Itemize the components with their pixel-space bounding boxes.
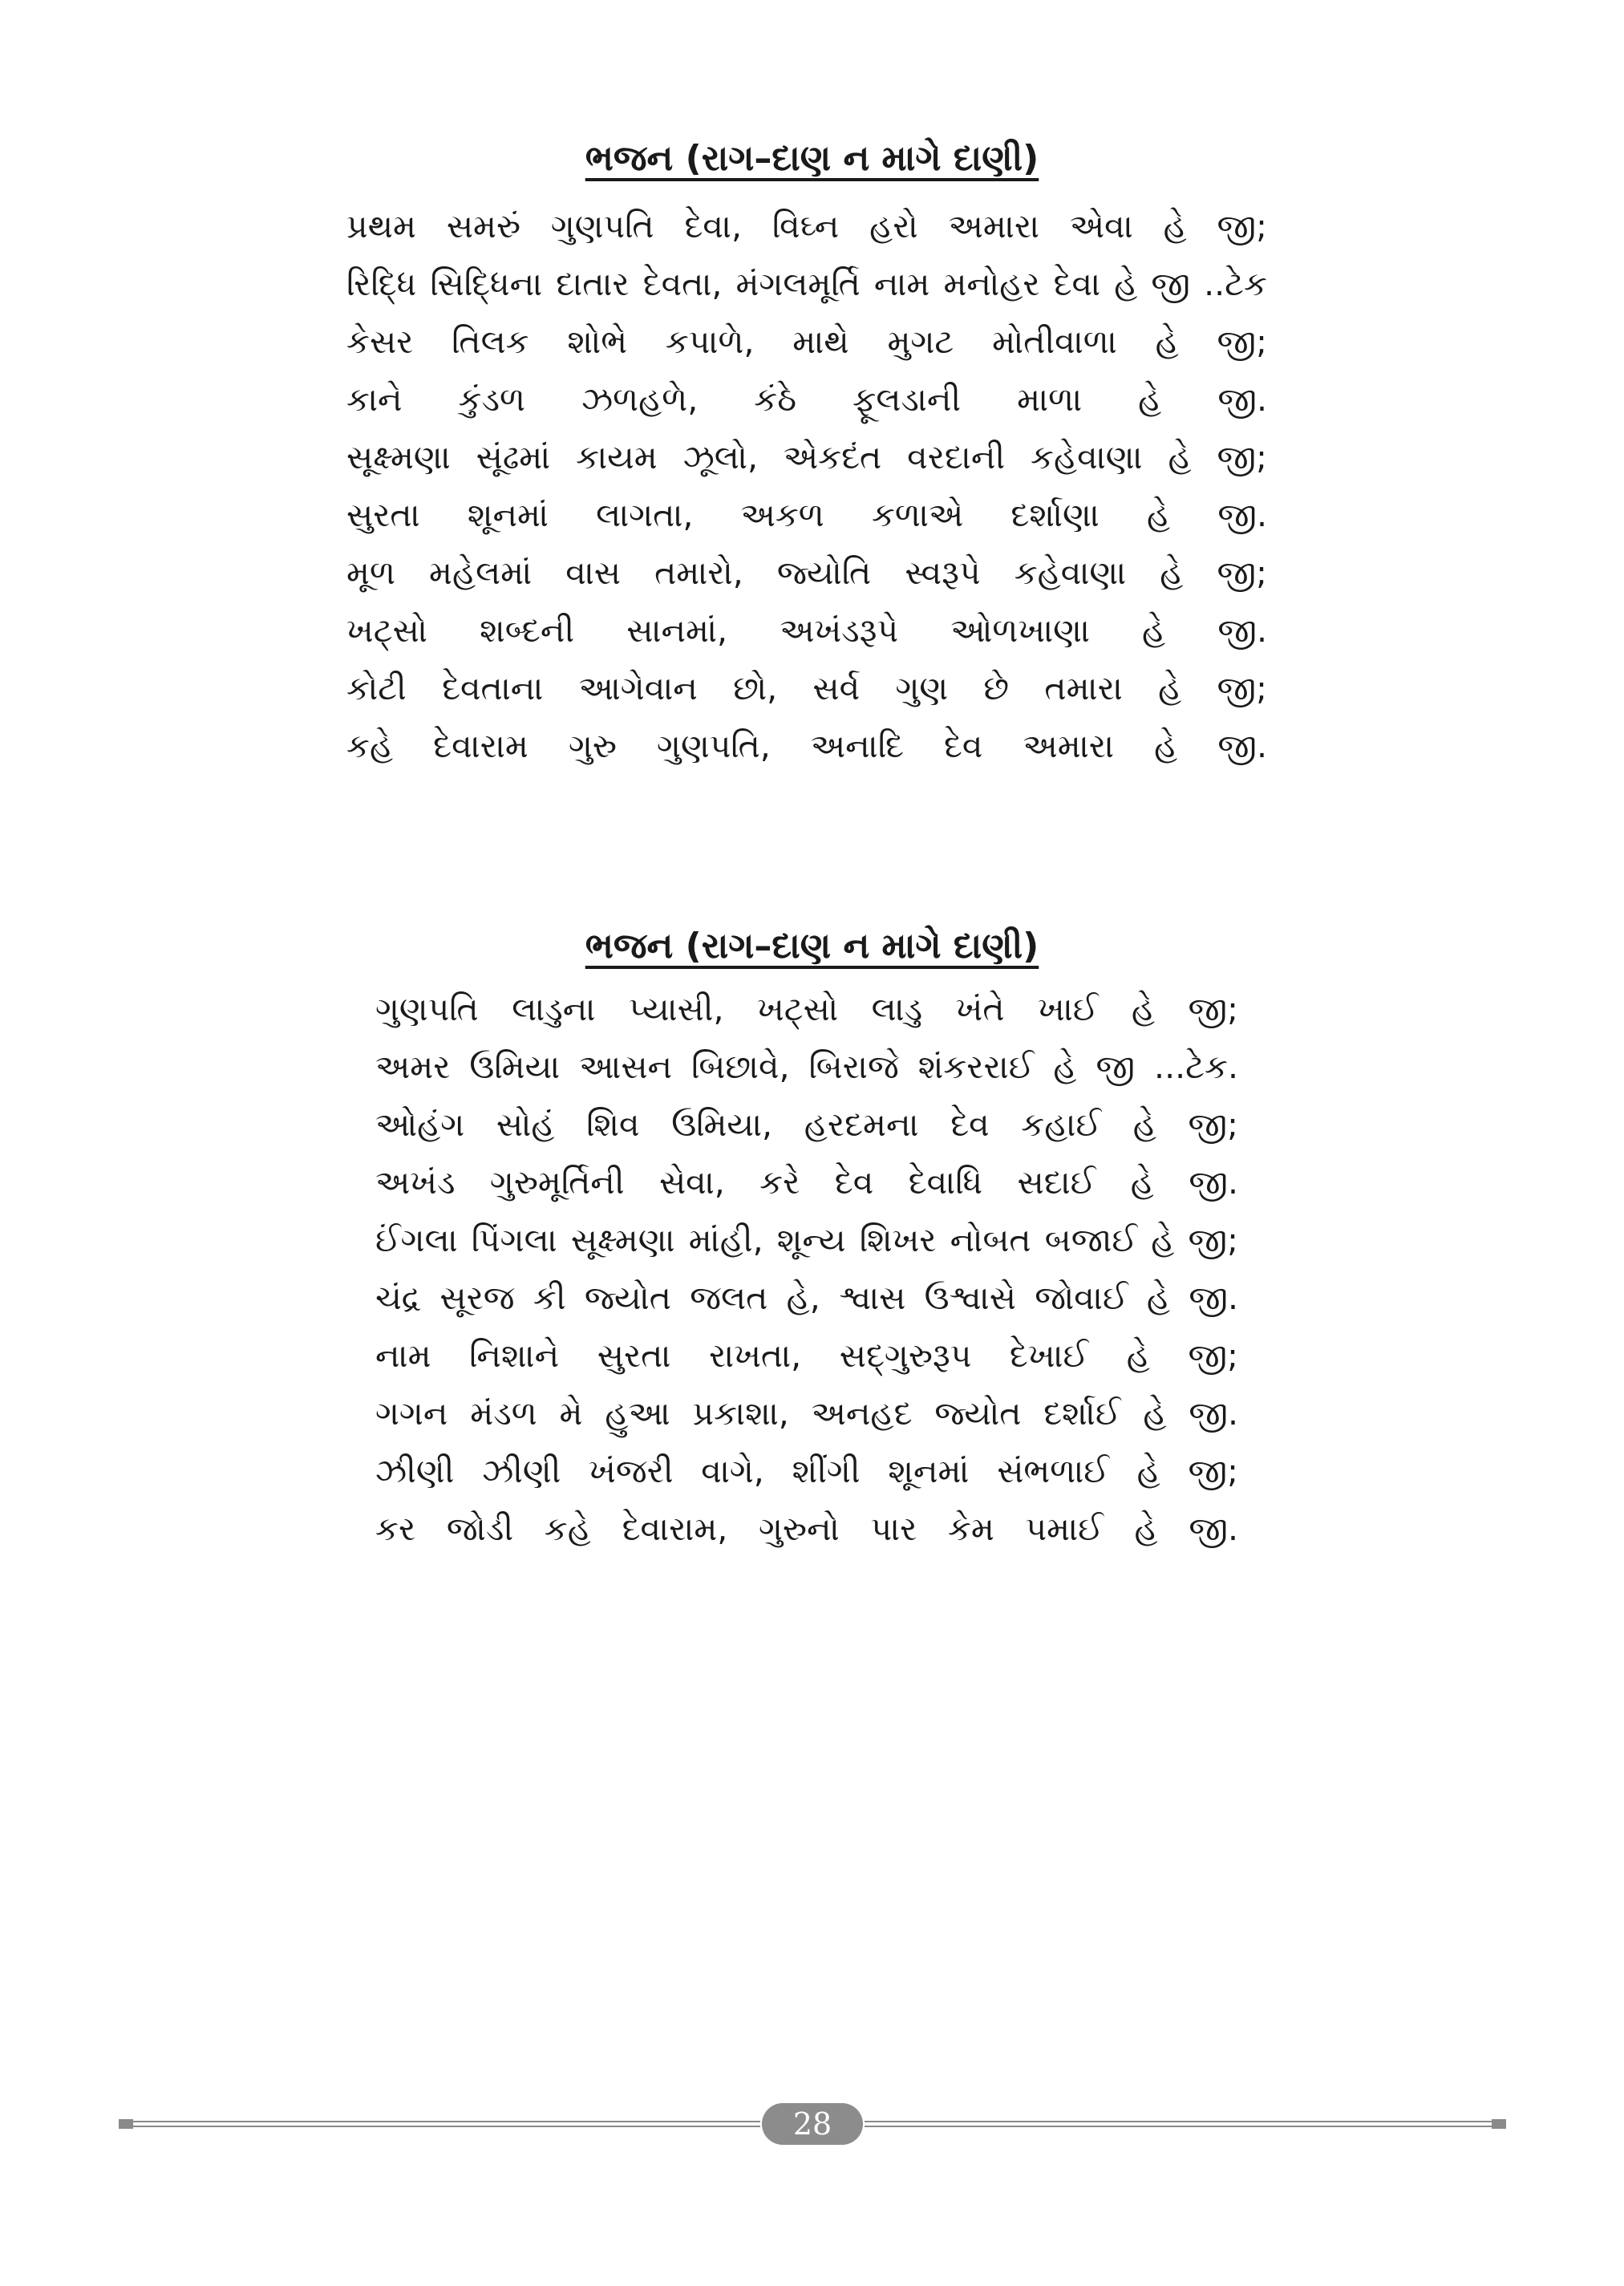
rule-line — [865, 2121, 1492, 2122]
footer-rule-right — [865, 2119, 1506, 2129]
verse-line: ખટ્સો શબ્દની સાનમાં, અખંડરૂપે ઓળખાણા હે જી. — [346, 611, 1267, 650]
rule-line — [865, 2126, 1492, 2127]
footer-rule-left — [119, 2119, 760, 2129]
verse-line: ગગન મંડળ મે હુઆ પ્રકાશા, અનહદ જ્યોત દર્શાઈ હે જી. — [375, 1394, 1238, 1433]
verse-line: ઈંગલા પિંગલા સૂક્ષ્મણા માંહી, શૂન્ય શિખર નોબત બજાઈ હે જી; — [375, 1221, 1238, 1259]
page-footer — [0, 2102, 1624, 2150]
verse-line: કાને કુંડળ ઝળહળે, કંઠે ફૂલડાની માળા હે જી. — [346, 380, 1267, 419]
verse-line: નામ નિશાને સુરતા રાખતા, સદ્ગુરુરૂપ દેખાઈ હે જી; — [375, 1336, 1238, 1375]
verse-line: ગુણપતિ લાડુના પ્યાસી, ખટ્સો લાડુ ખંતે ખાઈ હે જી; — [375, 990, 1238, 1028]
verse-line: ચંદ્ર સૂરજ કી જ્યોત જલત હે, શ્વાસ ઉશ્વાસે જોવાઈ હે જી. — [375, 1279, 1238, 1317]
section-2-verse — [375, 980, 1238, 1558]
rule-line — [133, 2121, 760, 2122]
verse-line: પ્રથમ સમરું ગુણપતિ દેવા, વિઘ્ન હરો અમારા એવા હે જી; — [346, 207, 1267, 245]
section-1-heading: ભજન (રાગ–દાણ ન માગે દાણી) — [585, 138, 1039, 179]
verse-line: રિદ્ધિ સિદ્ધિના દાતાર દેવતા, મંગલમૂર્તિ નામ મનોહર દેવા હે જી ..ટેક — [346, 265, 1267, 303]
section-1-verse — [346, 197, 1267, 775]
verse-line: સુરતા શૂનમાં લાગતા, અકળ કળાએ દર્શાણા હે જી. — [346, 496, 1267, 534]
verse-line: કેસર તિલક શોભે કપાળે, માથે મુગટ મોતીવાળા હે જી; — [346, 322, 1267, 361]
verse-line: અખંડ ગુરુમૂર્તિની સેવા, કરે દેવ દેવાધિ સદાઈ હે જી. — [375, 1163, 1238, 1202]
verse-line: ઓહંગ સોહં શિવ ઉમિયા, હરદમના દેવ કહાઈ હે જી; — [375, 1105, 1238, 1144]
verse-line: ઝીણી ઝીણી ખંજરી વાગે, શીંગી શૂનમાં સંભળાઈ હે જી; — [375, 1452, 1238, 1490]
rule-line — [133, 2126, 760, 2127]
section-2-heading: ભજન (રાગ–દાણ ન માગે દાણી) — [585, 926, 1039, 967]
verse-line: સૂક્ષ્મણા સૂંઢમાં કાયમ ઝૂલો, એકદંત વરદાની કહેવાણા હે જી; — [346, 438, 1267, 476]
rule-end-cap — [119, 2119, 133, 2129]
page-number: 28 — [762, 2103, 863, 2145]
verse-line: અમર ઉમિયા આસન બિછાવે, બિરાજે શંકરરાઈ હે જી ...ટેક. — [375, 1048, 1238, 1086]
verse-line: કર જોડી કહે દેવારામ, ગુરુનો પાર કેમ પમાઈ હે જી. — [375, 1510, 1238, 1548]
verse-line: કહે દેવારામ ગુરુ ગુણપતિ, અનાદિ દેવ અમારા હે જી. — [346, 727, 1267, 765]
verse-line: મૂળ મહેલમાં વાસ તમારો, જ્યોતિ સ્વરૂપે કહેવાણા હે જી; — [346, 553, 1267, 592]
rule-end-cap — [1492, 2119, 1506, 2129]
verse-line: કોટી દેવતાના આગેવાન છો, સર્વ ગુણ છે તમારા હે જી; — [346, 669, 1267, 707]
